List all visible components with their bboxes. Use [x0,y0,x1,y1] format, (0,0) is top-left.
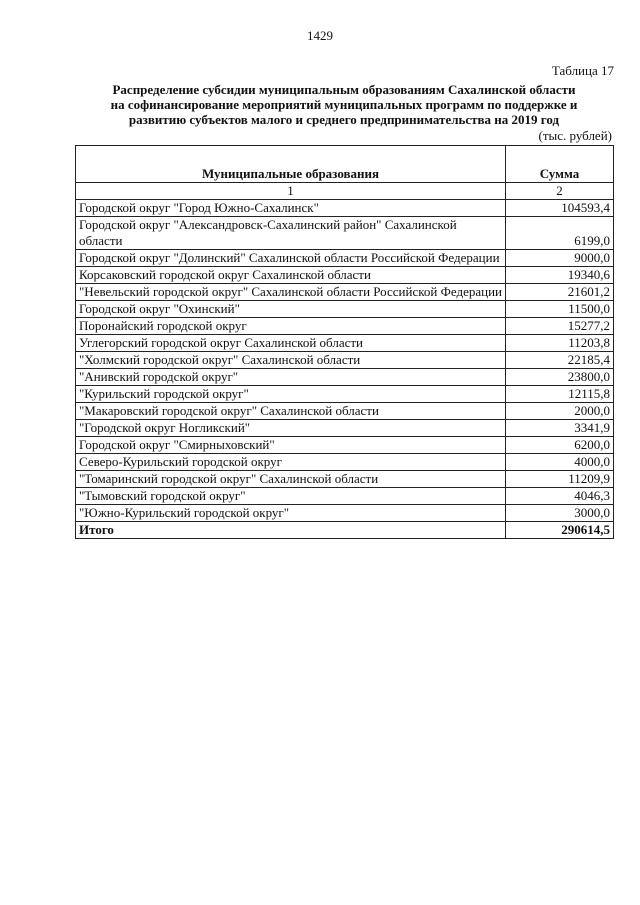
table-header-row [76,146,614,183]
subsidy-amount: 15277,2 [506,318,614,335]
subsidy-amount: 11500,0 [506,301,614,318]
column-index: 2 [506,183,614,200]
municipality-name: "Невельский городской округ" Сахалинской области Российской Федерации [76,284,506,301]
subsidy-amount: 6199,0 [506,217,614,250]
municipality-name: "Макаровский городской округ" Сахалинской области [76,403,506,420]
table-row [76,437,614,454]
column-header-amount: Сумма [506,146,614,183]
total-label: Итого [76,522,506,539]
subsidy-amount: 4046,3 [506,488,614,505]
subsidy-amount: 104593,4 [506,200,614,217]
municipality-name: Северо-Курильский городской округ [76,454,506,471]
municipality-name: "Тымовский городской округ" [76,488,506,505]
total-row [76,522,614,539]
table-row [76,318,614,335]
subsidy-amount: 21601,2 [506,284,614,301]
municipality-name: "Анивский городской округ" [76,369,506,386]
subsidy-table [75,145,614,539]
units-label: (тыс. рублей) [538,128,612,143]
total-amount: 290614,5 [506,522,614,539]
subsidy-amount: 11203,8 [506,335,614,352]
column-header-municipality: Муниципальные образования [76,146,506,183]
table-row [76,403,614,420]
municipality-name: Городской округ "Охинский" [76,301,506,318]
table-row [76,420,614,437]
table-row [76,454,614,471]
subsidy-amount: 9000,0 [506,250,614,267]
table-row [76,284,614,301]
table-row [76,217,614,250]
subsidy-amount: 4000,0 [506,454,614,471]
municipality-name: Городской округ "Александровск-Сахалинский район" Сахалинской области [76,217,506,250]
municipality-name: "Южно-Курильский городской округ" [76,505,506,522]
municipality-name: Городской округ "Долинский" Сахалинской области Российской Федерации [76,250,506,267]
municipality-name: Поронайский городской округ [76,318,506,335]
table-row [76,369,614,386]
table-label: Таблица 17 [551,63,614,78]
table-row [76,200,614,217]
document-title [76,82,612,127]
title-line: развитию субъектов малого и среднего предпринимательства на 2019 год [128,112,560,127]
table-row [76,301,614,318]
table-body [76,200,614,522]
table-row [76,250,614,267]
table-row [76,267,614,284]
subsidy-amount: 2000,0 [506,403,614,420]
municipality-name: Углегорский городской округ Сахалинской области [76,335,506,352]
municipality-name: "Городской округ Ногликский" [76,420,506,437]
subsidy-amount: 22185,4 [506,352,614,369]
subsidy-amount: 12115,8 [506,386,614,403]
table-row [76,335,614,352]
page-number: 1429 [307,28,333,43]
table-row [76,386,614,403]
municipality-name: Городской округ "Смирныховский" [76,437,506,454]
title-line: на софинансирование мероприятий муниципальных программ по поддержке и [110,97,578,112]
municipality-name: "Холмский городской округ" Сахалинской области [76,352,506,369]
subsidy-amount: 3341,9 [506,420,614,437]
subsidy-amount: 6200,0 [506,437,614,454]
municipality-name: "Курильский городской округ" [76,386,506,403]
subsidy-amount: 3000,0 [506,505,614,522]
municipality-name: "Томаринский городской округ" Сахалинской области [76,471,506,488]
table-row [76,352,614,369]
subsidy-amount: 23800,0 [506,369,614,386]
municipality-name: Городской округ "Город Южно-Сахалинск" [76,200,506,217]
title-line: Распределение субсидии муниципальным образованиям Сахалинской области [112,82,576,97]
column-index: 1 [76,183,506,200]
municipality-name: Корсаковский городской округ Сахалинской области [76,267,506,284]
column-index-row [76,183,614,200]
table-row [76,471,614,488]
subsidy-amount: 19340,6 [506,267,614,284]
table-row [76,488,614,505]
table-row [76,505,614,522]
subsidy-amount: 11209,9 [506,471,614,488]
